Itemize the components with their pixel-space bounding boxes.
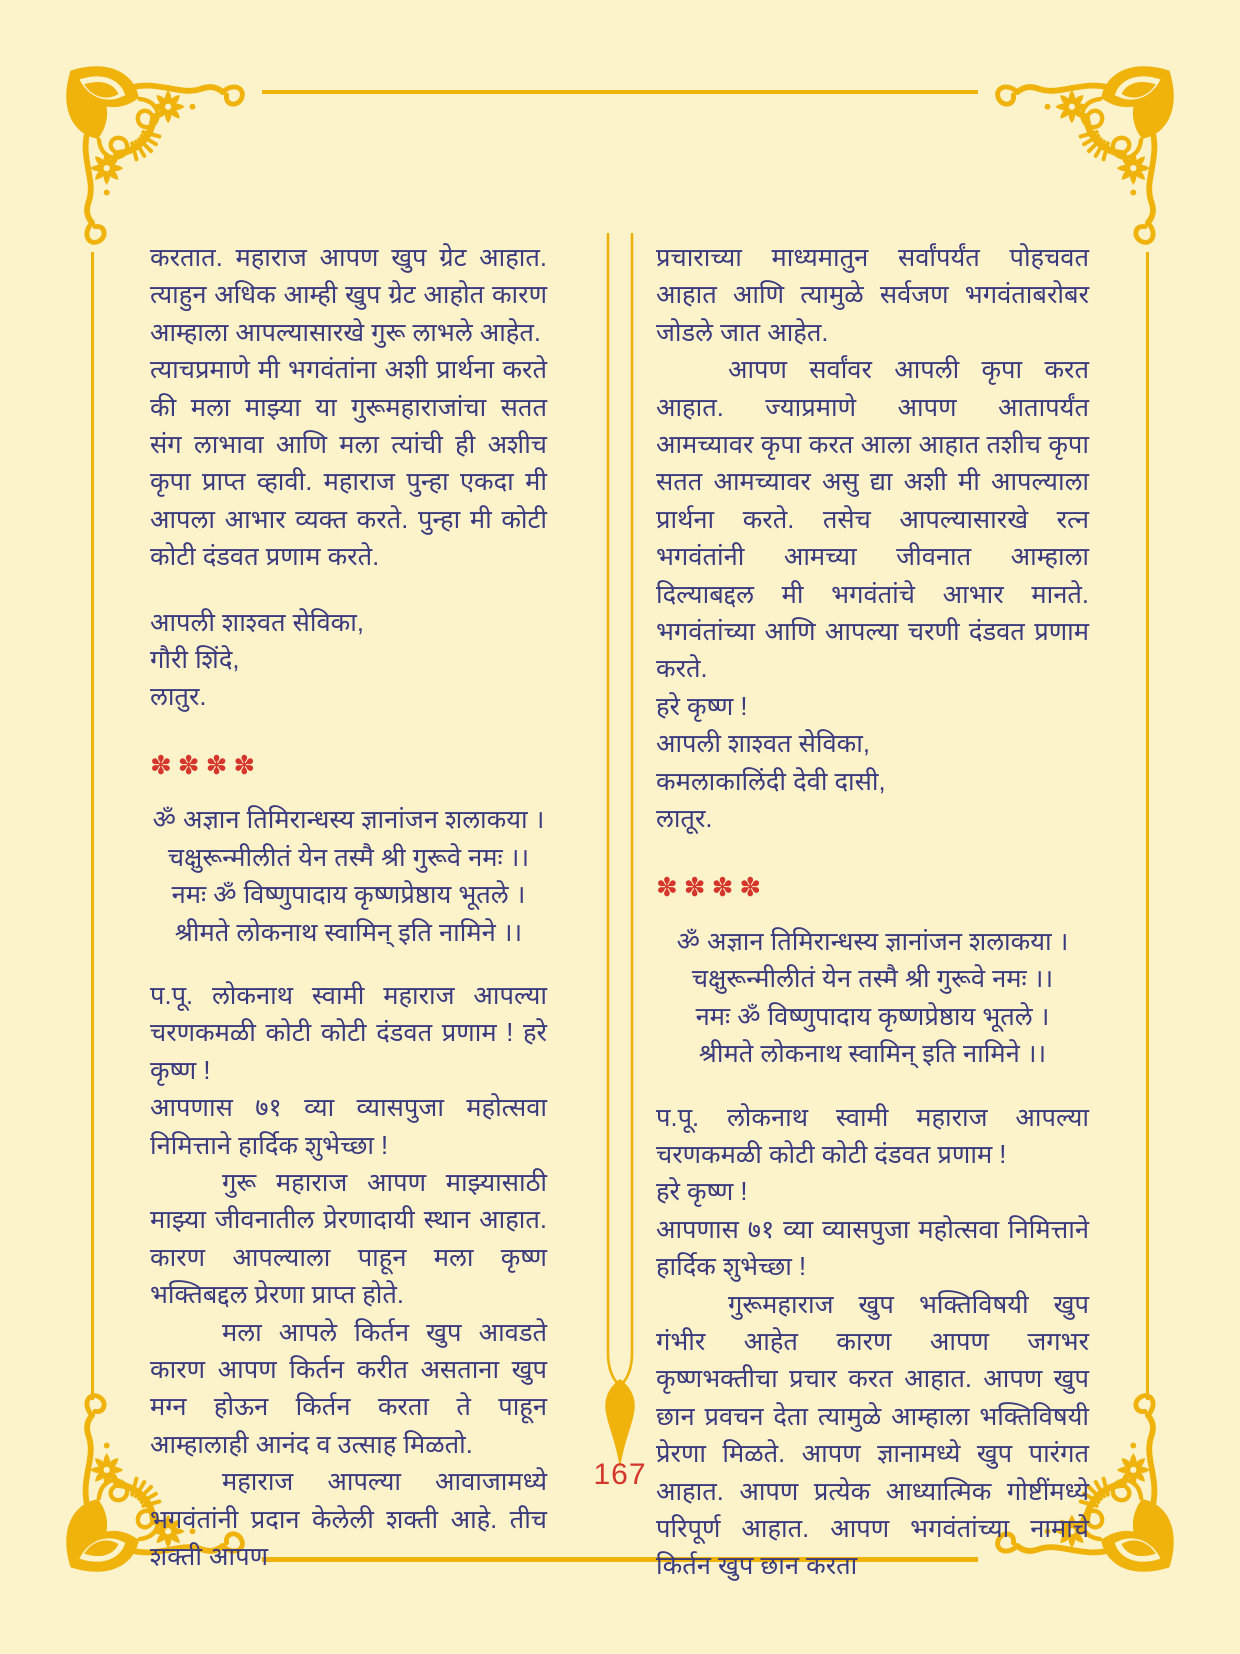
signoff-block xyxy=(150,605,547,717)
shloka-line: ॐ अज्ञान तिमिरान्धस्य ज्ञानांजन शलाकया । xyxy=(676,927,1069,956)
floral-corner-ornament-top-left xyxy=(56,56,251,251)
border-line-right xyxy=(1146,252,1149,1400)
paragraph: प्रचाराच्या माध्यमातुन सर्वांपर्यंत पोहचवत आहात आणि त्यामुळे सर्वजण भगवंताबरोबर जोडले जात आहेत. xyxy=(656,244,1089,347)
paragraph: त्याचप्रमाणे मी भगवंतांना अशी प्रार्थना करते की मला माझ्या या गुरूमहाराजांचा सतत संग लाभावा आणि मला त्यांची ही अशीच कृपा प्राप्त व्हावी. महाराज पुन्हा एकदा मी आपला आभार व्यक्त करते. पुन्हा मी कोटी कोटी दंडवत प्रणाम करते. xyxy=(150,356,547,572)
paragraph: मला आपले किर्तन खुप आवडते कारण आपण किर्तन करीत असताना खुप मग्न होऊन किर्तन करता ते पाहून आम्हालाही आनंद व उत्साह मिळतो. xyxy=(150,1318,547,1459)
left-text-column xyxy=(150,240,547,1576)
signoff-line: आपली शाश्वत सेविका, xyxy=(656,730,870,759)
floral-corner-ornament-top-right xyxy=(989,56,1184,251)
signoff-place: लातूर. xyxy=(656,805,713,834)
signoff-line: आपली शाश्वत सेविका, xyxy=(150,608,364,637)
paragraph: हरे कृष्ण ! xyxy=(656,1178,748,1207)
paragraph: हरे कृष्ण ! xyxy=(656,692,748,721)
paragraph: आपणास ७१ व्या व्यासपुजा महोत्सवा निमित्ताने हार्दिक शुभेच्छा ! xyxy=(150,1094,547,1160)
paragraph: गुरू महाराज आपण माझ्यासाठी माझ्या जीवनातील प्रेरणादायी स्थान आहात. कारण आपल्याला पाहून मला कृष्ण भक्तिबद्दल प्रेरणा प्राप्त होते. xyxy=(150,1168,547,1310)
shloka-line: श्रीमते लोकनाथ स्वामिन् इति नामिने ।। xyxy=(698,1040,1047,1069)
shloka-verse-block xyxy=(150,802,547,952)
paragraph: आपणास ७१ व्या व्यासपुजा महोत्सवा निमित्ताने हार्दिक शुभेच्छा ! xyxy=(656,1215,1089,1282)
shloka-verse-block xyxy=(656,924,1089,1074)
paragraph: प.पू. लोकनाथ स्वामी महाराज आपल्या चरणकमळी कोटी कोटी दंडवत प्रणाम ! xyxy=(656,1103,1089,1169)
signoff-block xyxy=(656,726,1089,838)
shloka-line: चक्षुरून्मीलीतं येन तस्मै श्री गुरूवे नमः ।। xyxy=(691,965,1054,994)
paragraph: महाराज आपल्या आवाजामध्ये भगवंतांनी प्रदान केलेली शक्ती आहे. तीच शक्ती आपण xyxy=(150,1468,547,1571)
border-line-top xyxy=(262,90,978,94)
right-text-column xyxy=(656,240,1089,1586)
signoff-name: गौरी शिंदे, xyxy=(150,646,240,675)
shloka-line: नमः ॐ विष्णुपादाय कृष्णप्रेष्ठाय भूतले । xyxy=(171,881,526,910)
paragraph: प.पू. लोकनाथ स्वामी महाराज आपल्या चरणकमळी कोटी कोटी दंडवत प्रणाम ! हरे कृष्ण ! xyxy=(150,981,547,1085)
page-number: 167 xyxy=(593,1458,647,1491)
shloka-line: श्रीमते लोकनाथ स्वामिन् इति नामिने ।। xyxy=(174,918,523,947)
shloka-line: ॐ अज्ञान तिमिरान्धस्य ज्ञानांजन शलाकया । xyxy=(152,806,545,835)
paragraph: करतात. महाराज आपण खुप ग्रेट आहात. त्याहुन अधिक आम्ही खुप ग्रेट आहोत कारण आम्हाला आपल्यासारखे गुरू लाभले आहेत. xyxy=(150,244,547,347)
shloka-line: नमः ॐ विष्णुपादाय कृष्णप्रेष्ठाय भूतले । xyxy=(695,1002,1050,1031)
section-separator-asterisks: ✽✽✽✽ xyxy=(656,871,768,902)
paragraph: गुरूमहाराज खुप भक्तिविषयी खुप गंभीर आहेत कारण आपण जगभर कृष्णभक्तीचा प्रचार करत आहात. आपण खुप छान प्रवचन देता त्यामुळे आम्हाला भक्तिविषयी प्रेरणा मिळते. आपण ज्ञानामध्ये खुप पारंगत आहात. आपण प्रत्येक आध्यात्मिक गोष्टींमध्ये परिपूर्ण आहात. आपण भगवंतांच्या नामाचे किर्तन खुप छान करता xyxy=(656,1290,1089,1581)
pen-nib-column-divider xyxy=(600,233,640,1478)
section-separator-asterisks: ✽✽✽✽ xyxy=(150,749,262,780)
signoff-name: कमलाकालिंदी देवी दासी, xyxy=(656,767,886,796)
paragraph: आपण सर्वांवर आपली कृपा करत आहात. ज्याप्रमाणे आपण आतापर्यंत आमच्यावर कृपा करत आला आहात तशीच कृपा सतत आमच्यावर असु द्या अशी मी आपल्याला प्रार्थना करते. तसेच आपल्यासारखे रत्न भगवंतांनी आमच्या जीवनात आम्हाला दिल्याबद्दल मी भगवंतांचे आभार मानते. भगवंतांच्या आणि आपल्या चरणी दंडवत प्रणाम करते. xyxy=(656,356,1089,684)
border-line-left xyxy=(91,252,94,1400)
shloka-line: चक्षुरून्मीलीतं येन तस्मै श्री गुरूवे नमः ।। xyxy=(167,843,530,872)
signoff-place: लातुर. xyxy=(150,683,207,712)
